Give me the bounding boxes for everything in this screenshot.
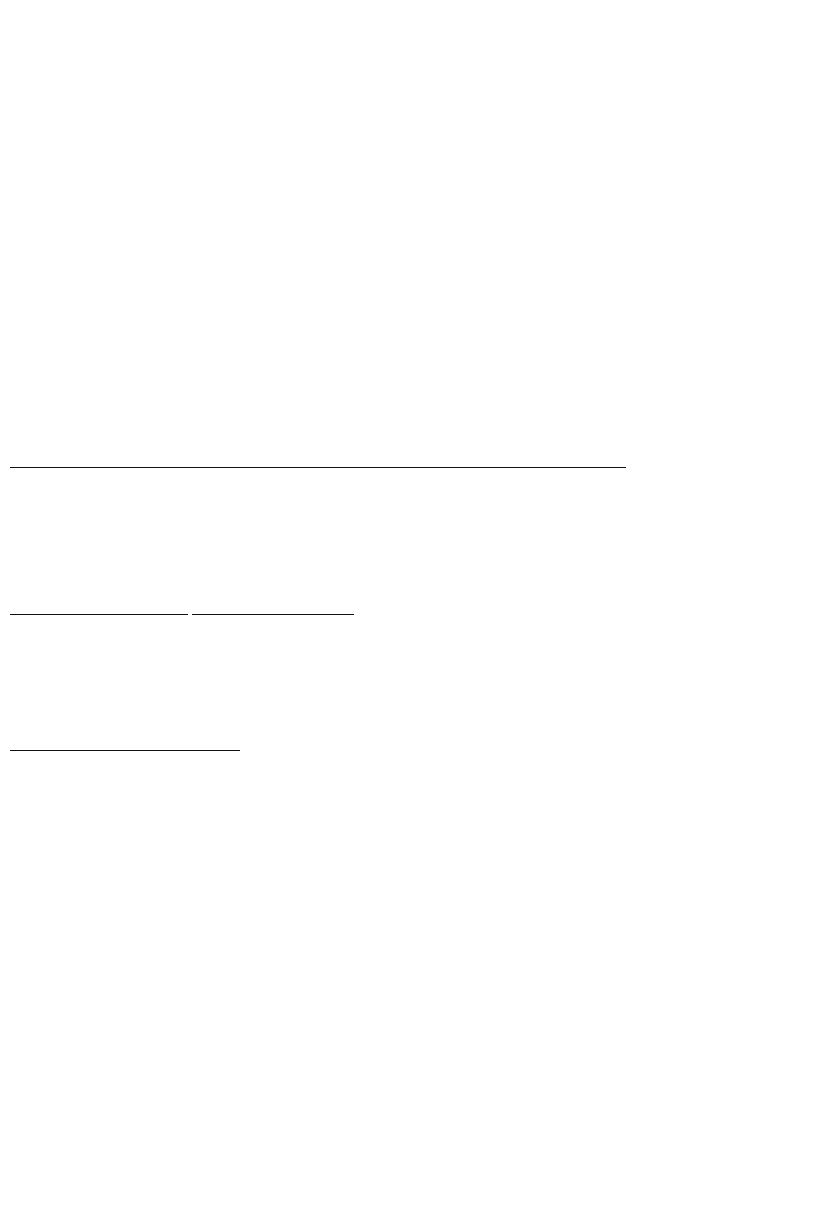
blank-field: [10, 736, 240, 751]
decorative-border-right: [790, 0, 816, 1226]
text-line: [10, 736, 240, 756]
text-line: [10, 600, 354, 620]
blank-field: [10, 600, 188, 615]
blank-field: [192, 600, 354, 615]
blank-line: [10, 467, 626, 468]
